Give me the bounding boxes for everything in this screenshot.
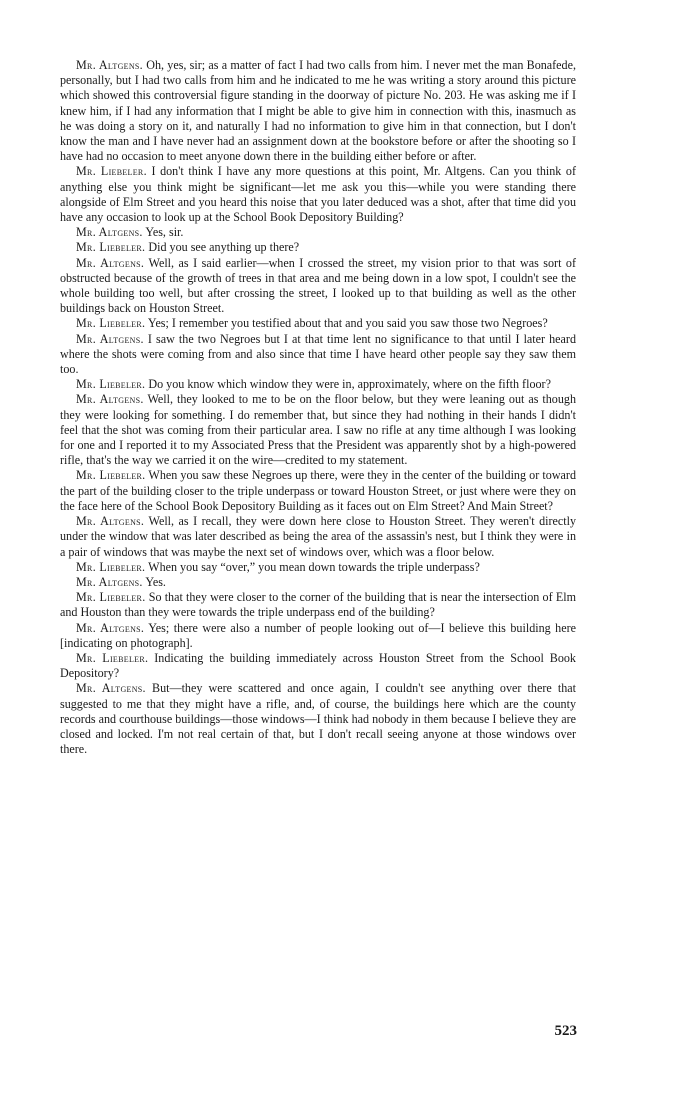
speaker-name: Mr. Liebeler.	[76, 164, 147, 179]
speaker-name: Mr. Altgens.	[76, 392, 144, 407]
speaker-name: Mr. Altgens.	[76, 681, 146, 696]
page-number: 523	[554, 1023, 577, 1039]
speaker-name: Mr. Liebeler.	[76, 650, 149, 665]
speaker-name: Mr. Liebeler.	[76, 468, 146, 483]
statement-text: Well, as I recall, they were down here close to Houston Street. They weren't directly under the window that was later described as being the area of the assassin's nest, but I think they were in a pair of windows that was maybe the next set of windows over, which was a floor below.	[60, 514, 577, 559]
testimony-paragraph	[60, 377, 576, 392]
speaker-name: Mr. Liebeler.	[76, 590, 146, 605]
statement-text: Do you know which window they were in, approximately, where on the fifth floor?	[145, 377, 551, 392]
speaker-name: Mr. Liebeler.	[76, 377, 146, 392]
testimony-paragraph	[60, 58, 576, 164]
testimony-paragraph	[60, 560, 576, 575]
testimony-paragraph	[60, 225, 576, 240]
statement-text: When you saw these Negroes up there, were they in the center of the building or toward the part of the building closer to the triple underpass or toward Houston Street, or just where were they on the face here of the School Book Depository Building as it faces out on Elm Street? And Main Street?	[60, 468, 576, 513]
testimony-paragraph	[60, 332, 576, 378]
speaker-name: Mr. Altgens.	[76, 620, 145, 635]
statement-text: Yes.	[142, 574, 166, 589]
statement-text: But—they were scattered and once again, I couldn't see anything over there that suggested to me that they might have a rifle, and, of course, the buildings here which are the county records and courthouse buildings—those windows—I think had nobody in them because I believe they are closed and locked. I'm not real certain of that, but I don't recall seeing anyone at those windows over there.	[60, 681, 576, 757]
speaker-name: Mr. Altgens.	[76, 225, 143, 240]
speaker-name: Mr. Altgens.	[76, 514, 145, 529]
testimony-paragraph	[60, 468, 576, 514]
statement-text: Well, they looked to me to be on the floor below, but they were leaning out as though they were looking for something. I do remember that, but since they had nothing in their hands I didn't feel that the shot was coming from their particular area. I saw no rifle at any time although I was looking for one and I reported it to my Associated Press that the President was apparently shot by a high-powered rifle, that's the way we carried it on the wire—credited to my statement.	[60, 392, 576, 468]
statement-text: Indicating the building immediately across Houston Street from the School Book Depository?	[60, 650, 576, 681]
testimony-paragraph	[60, 392, 576, 468]
testimony-paragraph	[60, 514, 576, 560]
speaker-name: Mr. Altgens.	[76, 331, 144, 346]
testimony-paragraph	[60, 651, 576, 681]
statement-text: When you say “over,” you mean down towards the triple underpass?	[145, 559, 480, 574]
testimony-paragraph	[60, 681, 576, 757]
testimony-paragraph	[60, 575, 576, 590]
statement-text: Yes; I remember you testified about that and you said you saw those two Negroes?	[145, 316, 548, 331]
speaker-name: Mr. Liebeler.	[76, 240, 146, 255]
testimony-paragraph	[60, 590, 576, 620]
speaker-name: Mr. Liebeler.	[76, 316, 146, 331]
statement-text: I don't think I have any more questions at this point, Mr. Altgens. Can you think of anything else you think might be significant—let me ask you this—while you were standing there alongside of Elm Street and you heard this noise that you later deduced was a shot, after that time did you have any occasion to look up at the School Book Depository Building?	[60, 164, 576, 225]
testimony-paragraph	[60, 256, 576, 317]
statement-text: Yes; there were also a number of people looking out of—I believe this building here [indicating on photograph].	[60, 620, 576, 650]
statement-text: I saw the two Negroes but I at that time lent no significance to that until I later heard where the shots were coming from and also since that time I have heard other people say they saw them too.	[60, 331, 576, 377]
testimony-paragraph	[60, 240, 576, 255]
speaker-name: Mr. Altgens.	[76, 255, 145, 270]
speaker-name: Mr. Altgens.	[76, 58, 143, 72]
statement-text: Did you see anything up there?	[145, 240, 300, 255]
speaker-name: Mr. Liebeler.	[76, 559, 146, 574]
statement-text: Yes, sir.	[142, 225, 184, 240]
testimony-text	[60, 58, 576, 757]
speaker-name: Mr. Altgens.	[76, 574, 143, 589]
testimony-paragraph	[60, 164, 576, 225]
statement-text: Well, as I said earlier—when I crossed the street, my vision prior to that was sort of obstructed because of the growth of trees in that area and me being down in a low spot, I couldn't see the whole building too well, but after crossing the street, I looked up to that building as well as the other buildings back on Houston Street.	[60, 255, 576, 316]
statement-text: Oh, yes, sir; as a matter of fact I had two calls from him. I never met the man Bonafede, personally, but I had two calls from him and he indicated to me he was writing a story around this picture which showed this controversial figure standing in the doorway of picture No. 203. He was asking me if I knew him, if I had any information that I might be able to give him in connection with this, inasmuch as he was doing a story on it, and naturally I had no information to give him in that connection, but I don't know the man and I have never had an assignment down at the bookstore before or after the shooting so I have had no occasion to meet anyone down there in the building either before or after.	[60, 58, 576, 164]
testimony-paragraph	[60, 621, 576, 651]
testimony-paragraph	[60, 316, 576, 331]
statement-text: So that they were closer to the corner of the building that is near the intersection of Elm and Houston than they were towards the triple underpass end of the building?	[60, 590, 576, 620]
